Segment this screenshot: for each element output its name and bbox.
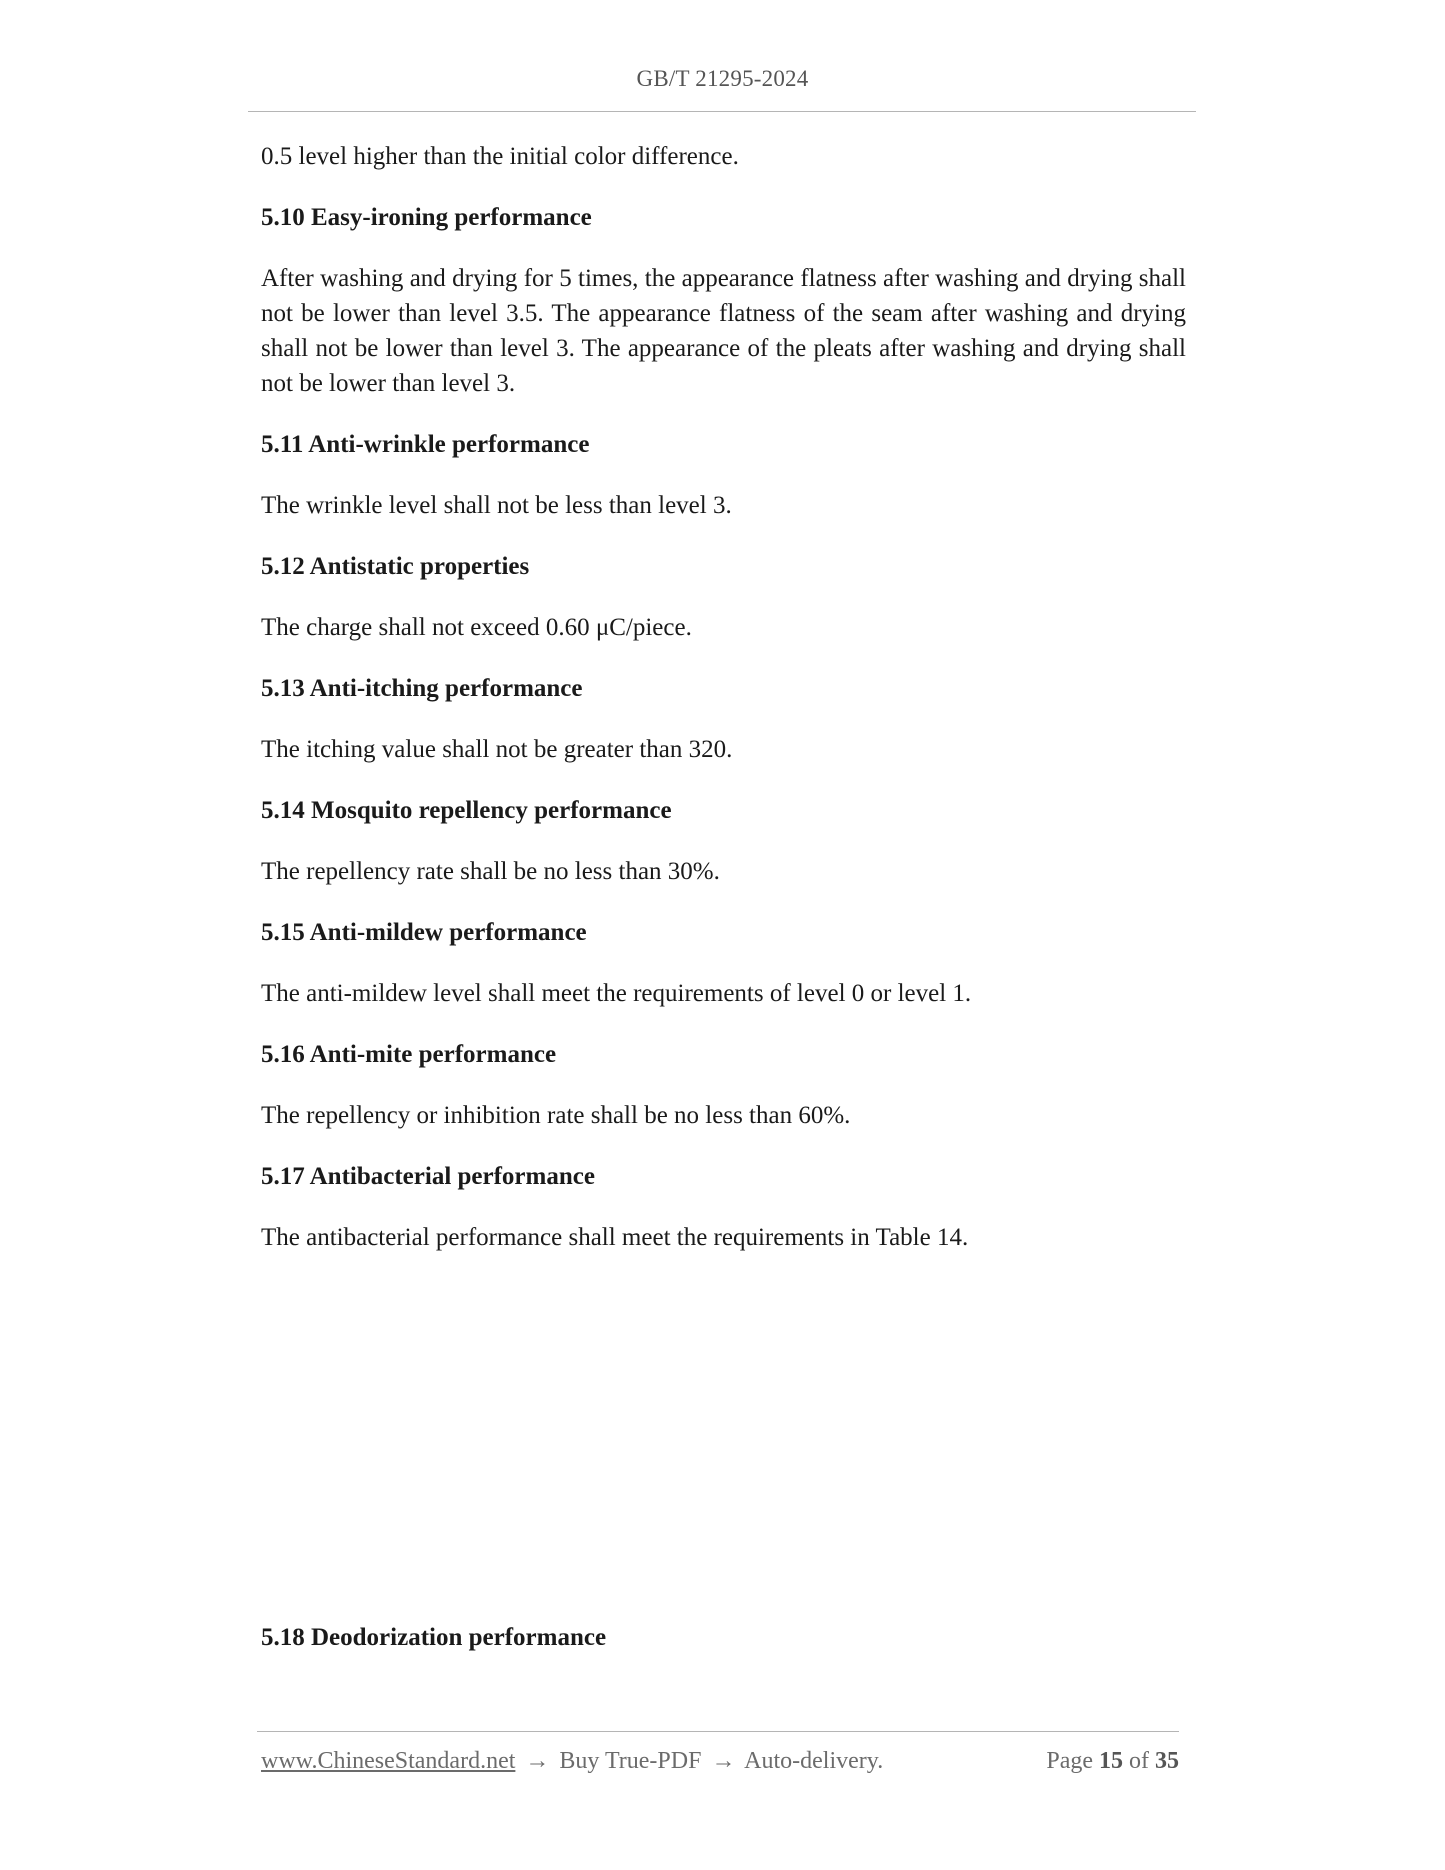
auto-delivery-text: Auto-delivery. bbox=[744, 1748, 884, 1774]
arrow-right-icon: → bbox=[525, 1748, 550, 1774]
page-of-label: of bbox=[1129, 1748, 1149, 1774]
total-page-number: 35 bbox=[1155, 1748, 1179, 1774]
section-text-5-17: The antibacterial performance shall meet the requirements in Table 14. bbox=[261, 1224, 969, 1251]
section-text-5-11: The wrinkle level shall not be less than level 3. bbox=[261, 492, 732, 519]
footer-divider bbox=[257, 1731, 1179, 1732]
buy-true-pdf-text: Buy True-PDF bbox=[559, 1748, 702, 1774]
section-heading-5-10: 5.10 Easy-ironing performance bbox=[261, 204, 592, 231]
document-header-title: GB/T 21295-2024 bbox=[636, 66, 809, 91]
section-text-5-12: The charge shall not exceed 0.60 μC/piece. bbox=[261, 614, 692, 641]
section-text-5-13: The itching value shall not be greater than 320. bbox=[261, 736, 733, 763]
arrow-right-icon: → bbox=[711, 1748, 736, 1774]
section-text-5-16: The repellency or inhibition rate shall be no less than 60%. bbox=[261, 1102, 851, 1129]
section-heading-5-15: 5.15 Anti-mildew performance bbox=[261, 919, 587, 946]
page-indicator bbox=[1046, 1748, 1179, 1775]
section-heading-5-14: 5.14 Mosquito repellency performance bbox=[261, 797, 672, 824]
footer-promo bbox=[261, 1748, 883, 1775]
current-page-number: 15 bbox=[1099, 1748, 1123, 1774]
section-heading-5-13: 5.13 Anti-itching performance bbox=[261, 675, 583, 702]
document-body bbox=[261, 139, 1186, 1281]
section-heading-5-18: 5.18 Deodorization performance bbox=[261, 1624, 607, 1651]
section-text-5-14: The repellency rate shall be no less than 30%. bbox=[261, 858, 720, 885]
page-label: Page bbox=[1046, 1748, 1093, 1774]
intro-paragraph: 0.5 level higher than the initial color difference. bbox=[261, 143, 739, 170]
section-heading-5-16: 5.16 Anti-mite performance bbox=[261, 1041, 557, 1068]
section-text-5-10: After washing and drying for 5 times, the appearance flatness after washing and drying shall not be lower than level 3.5. The appearance flatness of the seam after washing and drying shall not be lower than level 3. The appearance of the pleats after washing and drying shall not be lower than level 3. bbox=[261, 265, 1186, 397]
section-text-5-15: The anti-mildew level shall meet the requirements of level 0 or level 1. bbox=[261, 980, 972, 1007]
section-heading-5-12: 5.12 Antistatic properties bbox=[261, 553, 530, 580]
chinesestandard-link[interactable]: www.ChineseStandard.net bbox=[261, 1748, 516, 1774]
section-heading-5-11: 5.11 Anti-wrinkle performance bbox=[261, 431, 590, 458]
header-divider bbox=[248, 111, 1196, 112]
section-heading-5-17: 5.17 Antibacterial performance bbox=[261, 1163, 595, 1190]
